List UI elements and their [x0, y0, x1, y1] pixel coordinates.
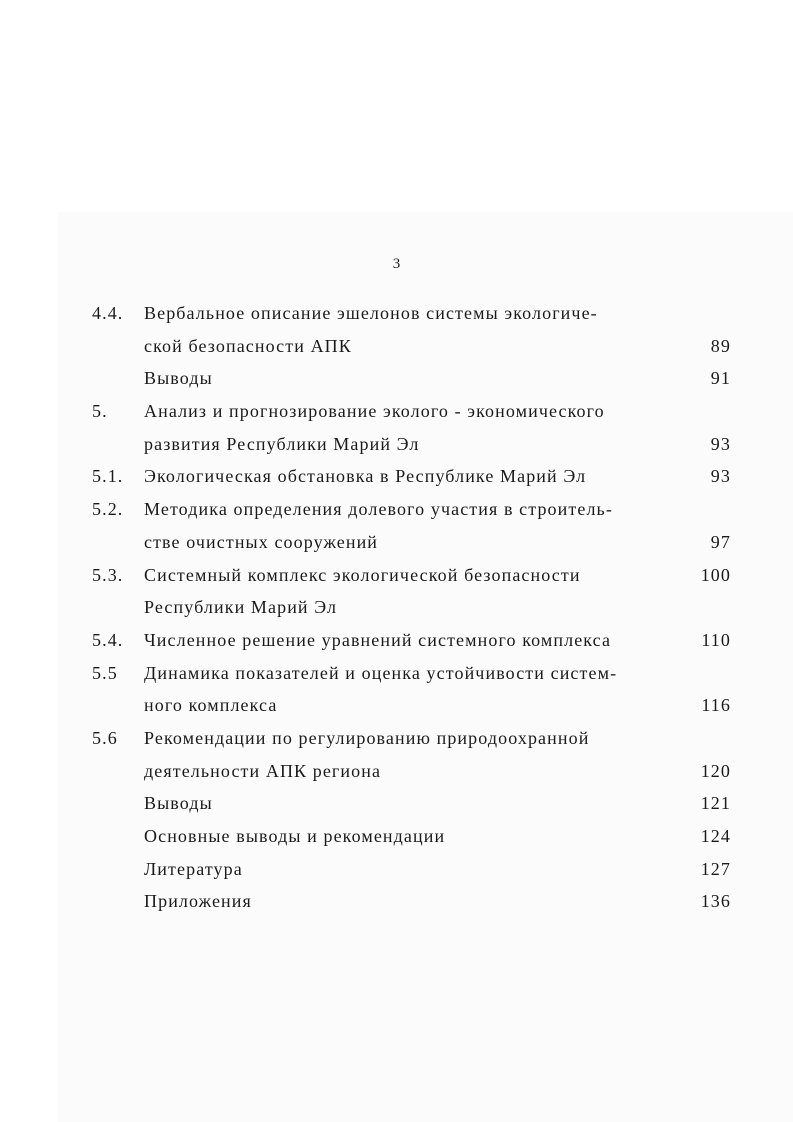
toc-entry-text: Приложения	[144, 891, 252, 912]
toc-page-number: 97	[710, 531, 731, 552]
toc-page-number: 136	[700, 891, 731, 912]
toc-entry-text: Динамика показателей и оценка устойчивости систем-	[144, 662, 618, 683]
toc-line	[0, 657, 793, 690]
toc-section-number: 5.4.	[92, 629, 124, 650]
toc-line	[0, 428, 793, 461]
toc-line	[0, 297, 793, 330]
table-of-contents	[0, 297, 793, 918]
toc-section-number: 5.3.	[92, 564, 124, 585]
toc-section-number: 5.5	[92, 662, 118, 683]
toc-page-number: 116	[701, 695, 731, 716]
toc-line	[0, 591, 793, 624]
toc-line	[0, 330, 793, 363]
page-number: 3	[392, 256, 401, 272]
toc-entry-text: Литература	[144, 858, 243, 879]
toc-entry-text: Выводы	[144, 368, 213, 389]
toc-entry-text: Методика определения долевого участия в строитель-	[144, 499, 613, 520]
toc-entry-text: Системный комплекс экологической безопасности	[144, 564, 581, 585]
toc-page-number: 110	[701, 629, 731, 650]
toc-section-number: 5.6	[92, 727, 118, 748]
toc-line	[0, 493, 793, 526]
toc-line	[0, 559, 793, 592]
toc-entry-text: деятельности АПК региона	[144, 760, 382, 781]
toc-page-number: 100	[700, 564, 731, 585]
toc-page-number: 89	[710, 335, 731, 356]
toc-entry-text: Основные выводы и рекомендации	[144, 826, 446, 846]
toc-line	[0, 853, 793, 886]
toc-entry-text: развития Республики Марий Эл	[144, 433, 420, 454]
toc-page-number: 93	[710, 433, 731, 454]
toc-page-number: 120	[700, 760, 731, 781]
toc-line	[0, 526, 793, 559]
toc-section-number: 4.4.	[92, 303, 124, 323]
toc-entry-text: стве очистных сооружений	[144, 531, 379, 552]
toc-entry-text: ного комплекса	[144, 695, 278, 716]
toc-page-number: 121	[700, 793, 731, 814]
toc-entry-text: Вербальное описание эшелонов системы экологиче-	[144, 303, 598, 323]
toc-line	[0, 689, 793, 722]
toc-page-number: 124	[700, 826, 731, 846]
toc-section-number: 5.	[92, 401, 108, 422]
toc-line	[0, 885, 793, 918]
toc-entry-text: Выводы	[144, 793, 213, 814]
toc-line	[0, 624, 793, 657]
toc-line	[0, 787, 793, 820]
toc-entry-text: Рекомендации по регулированию природоохранной	[144, 727, 590, 748]
toc-line	[0, 362, 793, 395]
toc-section-number: 5.1.	[92, 466, 124, 487]
toc-line	[0, 820, 793, 853]
toc-page-number: 127	[700, 858, 731, 879]
toc-entry-text: Анализ и прогнозирование эколого - экономического	[144, 401, 605, 422]
toc-line	[0, 460, 793, 493]
toc-page-number: 91	[710, 368, 731, 389]
toc-line	[0, 755, 793, 788]
toc-entry-text: Республики Марий Эл	[144, 597, 338, 618]
toc-page-number: 93	[710, 466, 731, 487]
toc-line	[0, 722, 793, 755]
toc-entry-text: ской безопасности АПК	[144, 335, 352, 356]
toc-entry-text: Экологическая обстановка в Республике Марий Эл	[144, 466, 587, 487]
toc-line	[0, 395, 793, 428]
toc-entry-text: Численное решение уравнений системного комплекса	[144, 629, 612, 650]
toc-section-number: 5.2.	[92, 499, 124, 520]
